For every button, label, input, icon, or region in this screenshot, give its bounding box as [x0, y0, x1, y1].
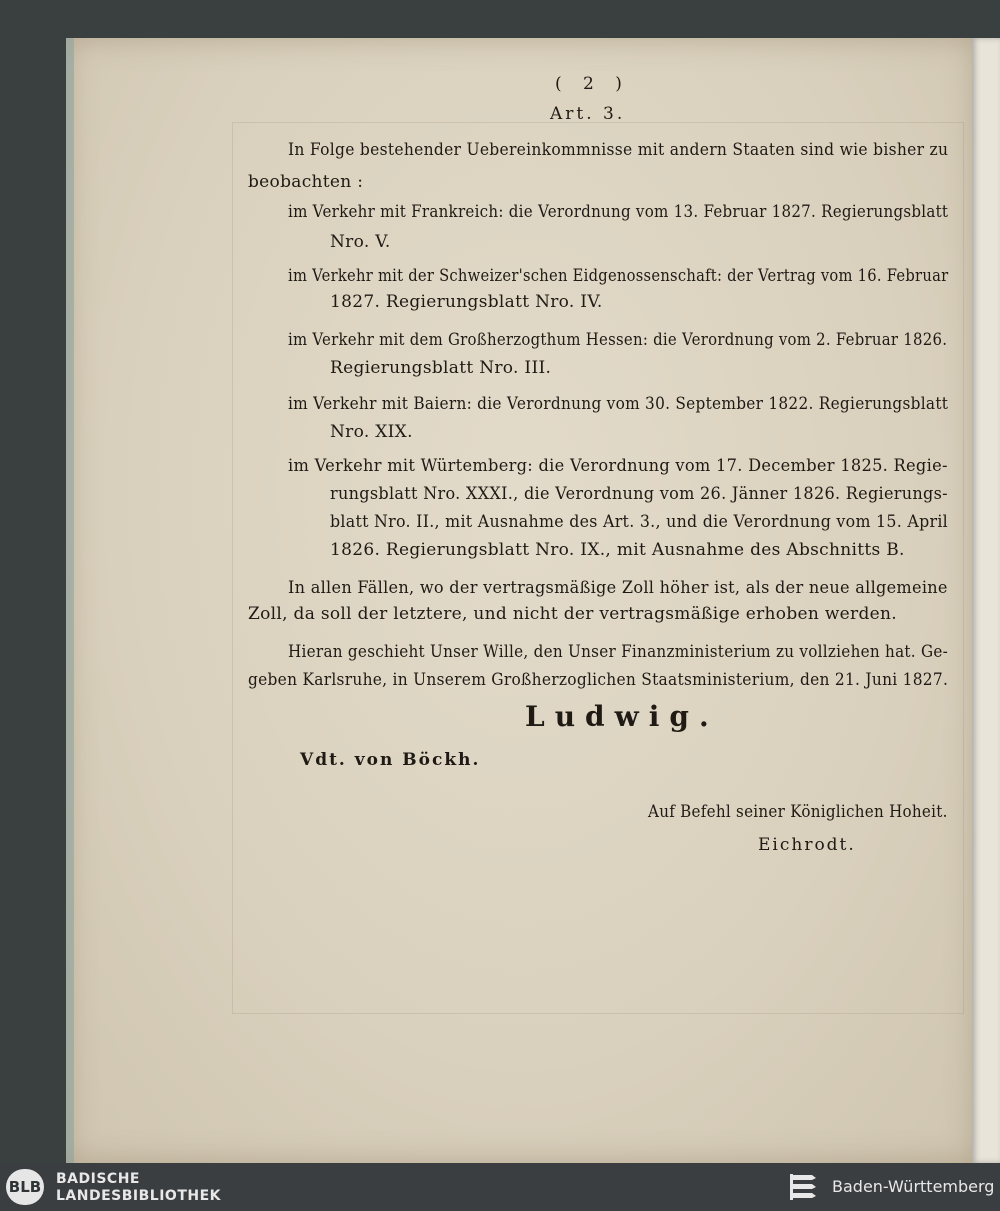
library-name-line1: BADISCHE: [56, 1171, 140, 1187]
text-line: blatt Nro. II., mit Ausnahme des Art. 3., und die Verordnung vom 15. April: [330, 512, 949, 532]
text-line: Regierungsblatt Nro. III.: [330, 358, 552, 378]
lions-crest-icon: [788, 1171, 822, 1203]
text-line: Hieran geschieht Unser Wille, den Unser Finanzministerium zu vollziehen hat. Ge-: [288, 642, 949, 662]
text-line: 1827. Regierungsblatt Nro. IV.: [330, 292, 603, 312]
text-line: In allen Fällen, wo der vertragsmäßige Zoll höher ist, als der neue allgemeine: [288, 578, 948, 598]
text-line: im Verkehr mit Frankreich: die Verordnung vom 13. Februar 1827. Regierungsblatt: [288, 202, 949, 222]
text-line: im Verkehr mit der Schweizer'schen Eidgenossenschaft: der Vertrag vom 16. Februar: [288, 266, 949, 286]
viewer-footer: [0, 1163, 1000, 1211]
text-line: im Verkehr mit Würtemberg: die Verordnung vom 17. December 1825. Regie-: [288, 456, 948, 476]
text-line: rungsblatt Nro. XXXI., die Verordnung vom 26. Jänner 1826. Regierungs-: [330, 484, 948, 504]
text-line: im Verkehr mit dem Großherzogthum Hessen: die Verordnung vom 2. Februar 1826.: [288, 330, 948, 350]
text-line: Nro. XIX.: [330, 422, 413, 442]
text-line: geben Karlsruhe, in Unserem Großherzoglichen Staatsministerium, den 21. Juni 1827.: [248, 670, 949, 690]
page-binding-edge: [66, 38, 74, 1163]
next-page-edge: [972, 38, 1000, 1163]
article-heading: Art. 3.: [550, 104, 626, 124]
text-line: Nro. V.: [330, 232, 391, 252]
secretary-name: Eichrodt.: [758, 835, 856, 855]
countersignature: Vdt. von Böckh.: [300, 750, 481, 770]
show-through-frame: [232, 122, 964, 1014]
text-line: In Folge bestehender Uebereinkommnisse mit andern Staaten sind wie bisher zu: [288, 140, 949, 160]
signature-ludwig: Ludwig.: [525, 700, 719, 733]
text-line: im Verkehr mit Baiern: die Verordnung vom 30. September 1822. Regierungsblatt: [288, 394, 949, 414]
state-name[interactable]: Baden-Württemberg: [832, 1177, 995, 1196]
text-line: Zoll, da soll der letztere, und nicht der vertragsmäßige erhoben werden.: [248, 604, 897, 624]
text-line: 1826. Regierungsblatt Nro. IX., mit Ausnahme des Abschnitts B.: [330, 540, 905, 560]
page-number: ( 2 ): [555, 74, 630, 94]
library-name-line2: LANDESBIBLIOTHEK: [56, 1188, 222, 1204]
blb-logo[interactable]: BLB: [6, 1169, 44, 1205]
order-line: Auf Befehl seiner Königlichen Hoheit.: [648, 802, 948, 822]
text-line: beobachten :: [248, 172, 364, 192]
